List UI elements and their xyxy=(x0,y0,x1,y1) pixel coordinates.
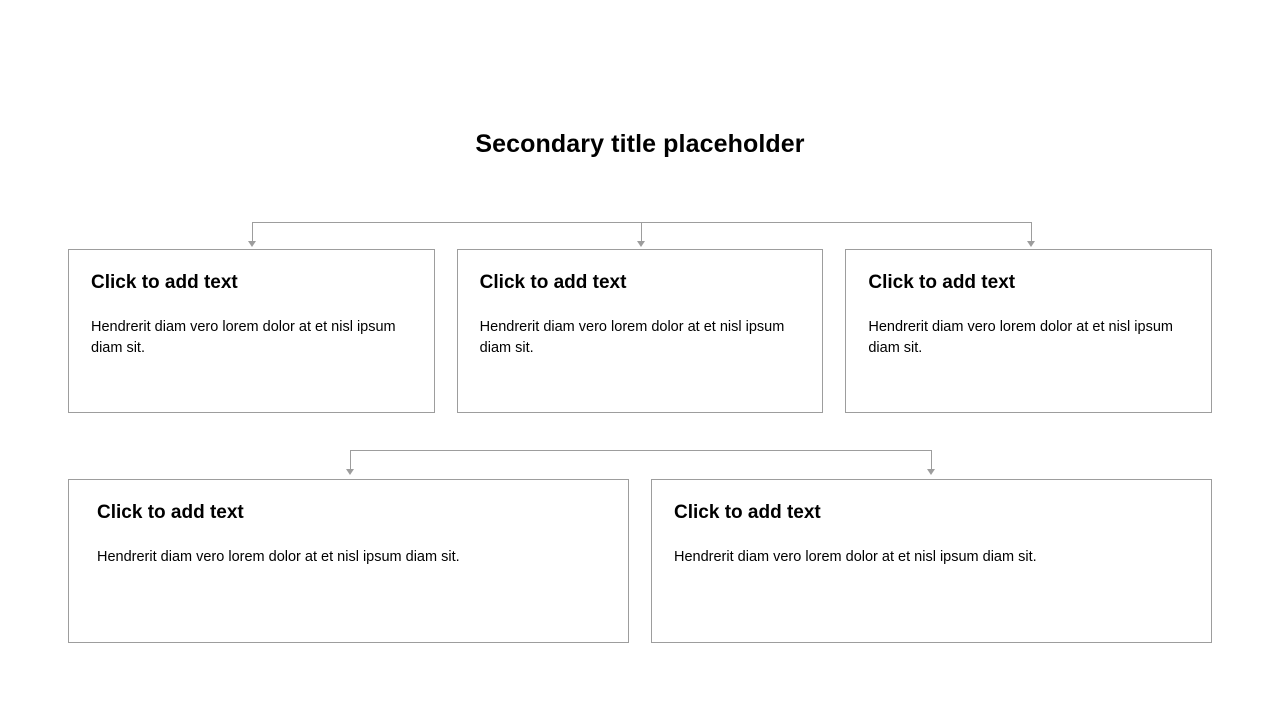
connector-drop-left xyxy=(252,222,253,242)
content-card[interactable] xyxy=(651,479,1212,643)
card-body: Hendrerit diam vero lorem dolor at et nisl ipsum diam sit. xyxy=(479,318,785,356)
card-title: Click to add text xyxy=(868,272,1016,293)
connector-arrow-right-icon xyxy=(927,469,935,475)
card-body: Hendrerit diam vero lorem dolor at et nisl ipsum diam sit. xyxy=(91,318,396,356)
connector-arrow-center-icon xyxy=(637,241,645,247)
card-title: Click to add text xyxy=(91,272,238,293)
card-title: Click to add text xyxy=(479,272,627,293)
content-card[interactable] xyxy=(68,249,435,413)
content-card[interactable] xyxy=(457,249,824,413)
card-body: Hendrerit diam vero lorem dolor at et nisl ipsum diam sit. xyxy=(674,548,1037,565)
connector-arrow-left-icon xyxy=(248,241,256,247)
connector-horizontal-line xyxy=(252,222,1032,223)
content-card[interactable] xyxy=(845,249,1212,413)
card-row-1 xyxy=(68,249,1212,413)
connector-row-1 xyxy=(252,222,1032,250)
connector-row-2 xyxy=(350,450,932,478)
card-title: Click to add text xyxy=(674,502,821,523)
card-row-2 xyxy=(68,479,1212,643)
card-body: Hendrerit diam vero lorem dolor at et nisl ipsum diam sit. xyxy=(97,548,460,565)
connector-drop-center xyxy=(641,222,642,242)
content-card[interactable] xyxy=(68,479,629,643)
page-title: Secondary title placeholder xyxy=(475,130,805,158)
card-body: Hendrerit diam vero lorem dolor at et nisl ipsum diam sit. xyxy=(868,318,1173,356)
connector-arrow-left-icon xyxy=(346,469,354,475)
connector-drop-right xyxy=(931,450,932,470)
card-title: Click to add text xyxy=(97,502,244,523)
connector-drop-left xyxy=(350,450,351,470)
connector-drop-right xyxy=(1031,222,1032,242)
connector-arrow-right-icon xyxy=(1027,241,1035,247)
connector-horizontal-line xyxy=(350,450,932,451)
